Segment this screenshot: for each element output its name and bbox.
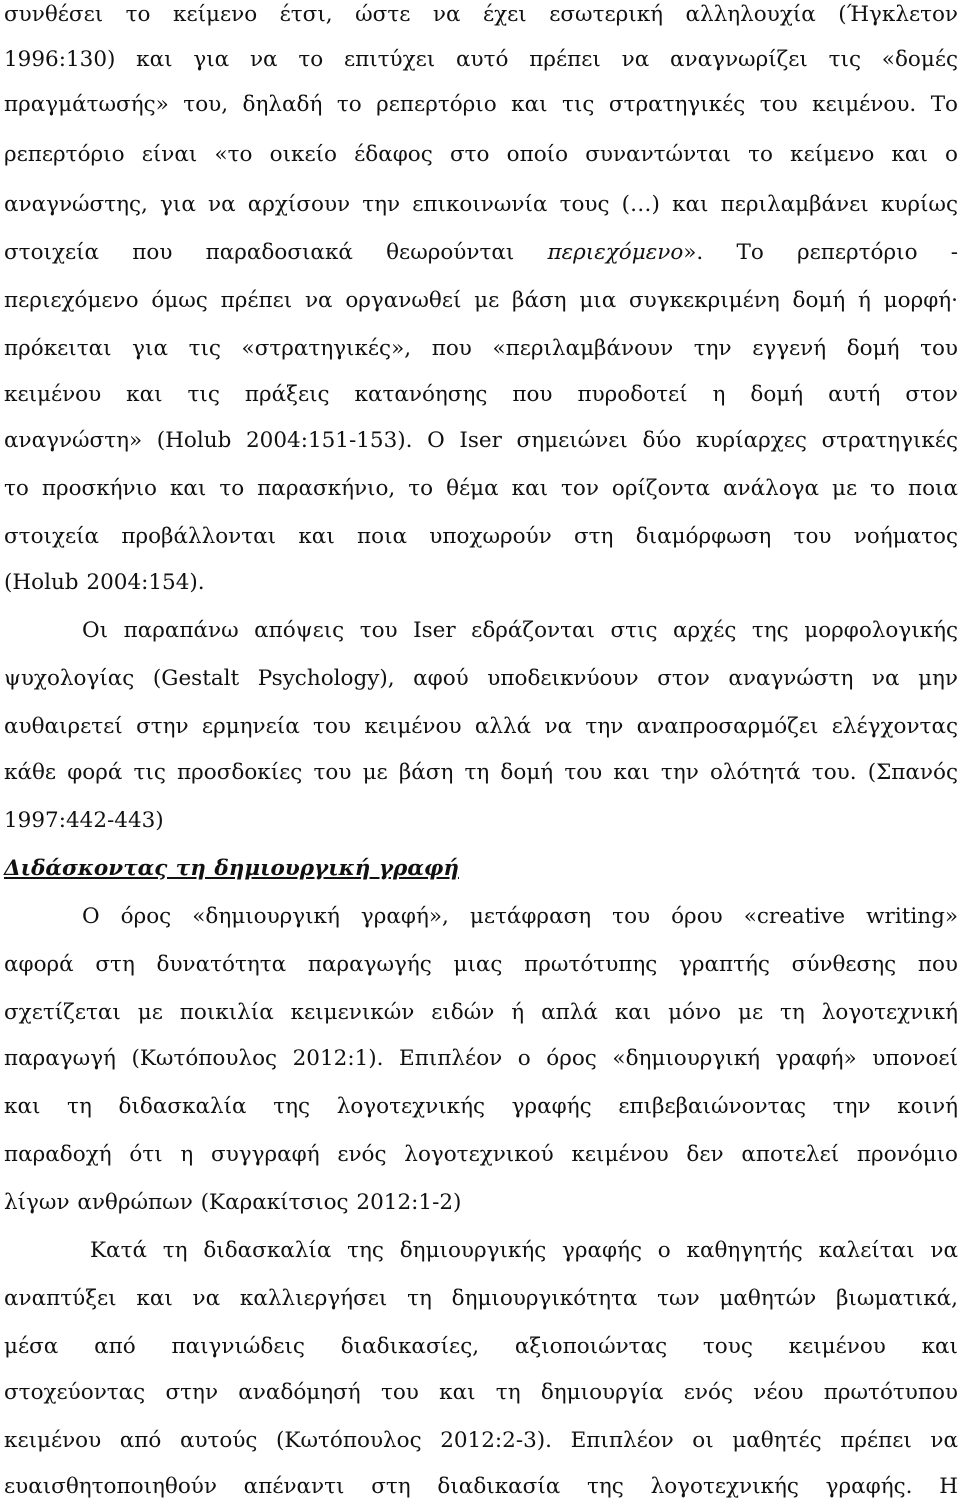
text-line: συνθέσει το κείμενο έτσι, ώστε να έχει εσωτερική αλληλουχία (Ήγκλετον	[4, 2, 958, 27]
text-fragment: στοιχεία που παραδοσιακά θεωρούνται	[4, 240, 548, 265]
text-line: αναγνώστη» (Holub 2004:151-153). Ο Iser σημειώνει δύο κυρίαρχες στρατηγικές	[4, 428, 958, 453]
text-line: περιεχόμενο όμως πρέπει να οργανωθεί με βάση μια συγκεκριμένη δομή ή μορφή·	[4, 288, 958, 313]
text-line: αφορά στη δυνατότητα παραγωγής μιας πρωτότυπης γραπτής σύνθεσης που	[4, 952, 958, 977]
text-line: αναγνώστης, για να αρχίσουν την επικοινωνία τους (…) και περιλαμβάνει κυρίως	[4, 192, 958, 217]
text-line: στοιχεία προβάλλονται και ποια υποχωρούν στη διαμόρφωση του νοήματος	[4, 524, 958, 549]
text-line: στοχεύοντας στην αναδόμησή του και τη δημιουργία ενός νέου πρωτότυπου	[4, 1380, 958, 1405]
text-line: Ο όρος «δημιουργική γραφή», μετάφραση του όρου «creative writing»	[82, 904, 958, 929]
text-line: Οι παραπάνω απόψεις του Iser εδράζονται στις αρχές της μορφολογικής	[82, 618, 958, 643]
text-line: μέσα από παιγνιώδεις διαδικασίες, αξιοποιώντας τους κειμένου και	[4, 1334, 958, 1359]
text-line: κειμένου και τις πράξεις κατανόησης που πυροδοτεί η δομή αυτή στον	[4, 382, 958, 407]
text-line: ψυχολογίας (Gestalt Psychology), αφού υποδεικνύουν στον αναγνώστη να μην	[4, 666, 958, 691]
text-line: 1997:442-443)	[4, 808, 164, 833]
text-line: ευαισθητοποιηθούν απέναντι στη διαδικασία της λογοτεχνικής γραφής. Η	[4, 1474, 958, 1499]
text-line: πραγμάτωσής» του, δηλαδή το ρεπερτόριο και τις στρατηγικές του κειμένου. Το	[4, 92, 958, 117]
text-line: πρόκειται για τις «στρατηγικές», που «περιλαμβάνουν την εγγενή δομή του	[4, 336, 958, 361]
text-line: παραδοχή ότι η συγγραφή ενός λογοτεχνικού κειμένου δεν αποτελεί προνόμιο	[4, 1142, 958, 1167]
italic-term: περιεχόμενο	[547, 240, 684, 265]
text-fragment: ». Το ρεπερτόριο -	[683, 240, 958, 265]
text-line: Κατά τη διδασκαλία της δημιουργικής γραφής ο καθηγητής καλείται να	[90, 1238, 958, 1263]
text-line: αυθαιρετεί στην ερμηνεία του κειμένου αλλά να την αναπροσαρμόζει ελέγχοντας	[4, 714, 958, 739]
text-line: παραγωγή (Κωτόπουλος 2012:1). Επιπλέον ο όρος «δημιουργική γραφή» υπονοεί	[4, 1046, 958, 1071]
text-line: 1996:130) και για να το επιτύχει αυτό πρέπει να αναγνωρίζει τις «δομές	[4, 47, 958, 72]
text-line: ρεπερτόριο είναι «το οικείο έδαφος στο οποίο συναντώνται το κείμενο και ο	[4, 142, 958, 167]
text-line: το προσκήνιο και το παρασκήνιο, το θέμα και τον ορίζοντα ανάλογα με το ποια	[4, 476, 958, 501]
section-heading: Διδάσκοντας τη δημιουργική γραφή	[4, 856, 459, 881]
text-line: (Holub 2004:154).	[4, 570, 205, 595]
text-line: κειμένου από αυτούς (Κωτόπουλος 2012:2-3). Επιπλέον οι μαθητές πρέπει να	[4, 1428, 958, 1453]
text-line: αναπτύξει και να καλλιεργήσει τη δημιουργικότητα των μαθητών βιωματικά,	[4, 1286, 958, 1311]
text-line: λίγων ανθρώπων (Καρακίτσιος 2012:1-2)	[4, 1190, 462, 1215]
text-line: κάθε φορά τις προσδοκίες του με βάση τη δομή του και την ολότητά του. (Σπανός	[4, 760, 958, 785]
text-line-with-italic	[4, 238, 958, 268]
text-line: σχετίζεται με ποικιλία κειμενικών ειδών ή απλά και μόνο με τη λογοτεχνική	[4, 1000, 958, 1025]
text-line: και τη διδασκαλία της λογοτεχνικής γραφής επιβεβαιώνοντας την κοινή	[4, 1094, 958, 1119]
